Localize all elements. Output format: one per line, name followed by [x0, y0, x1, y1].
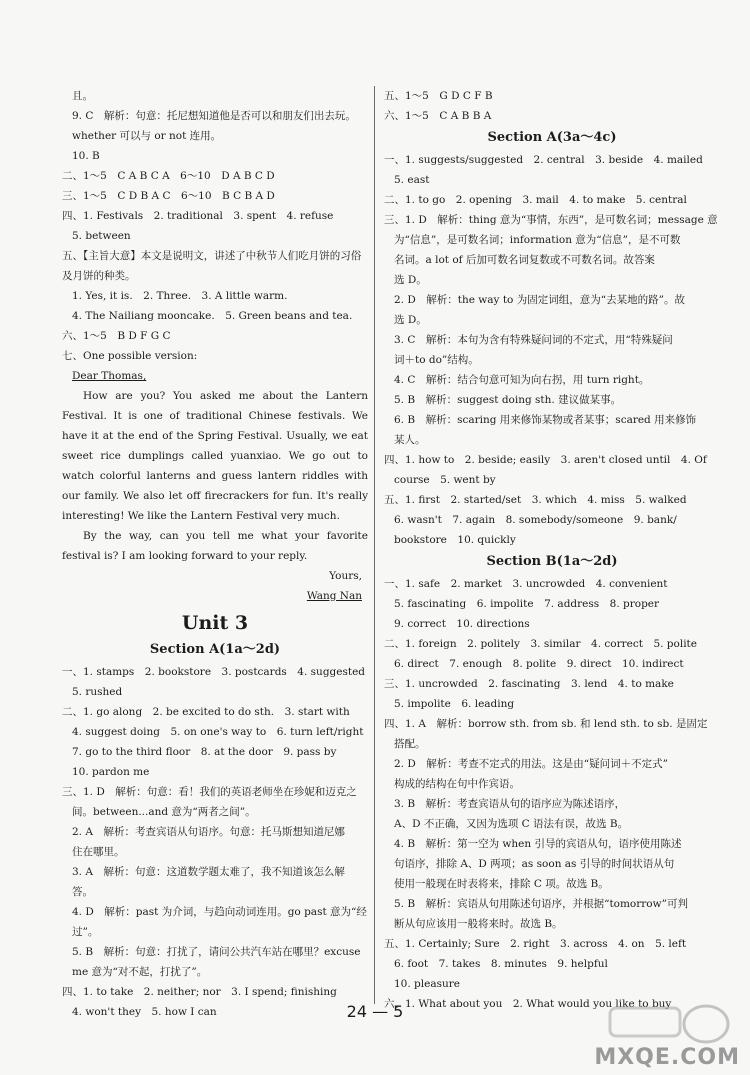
text-line: 5. east	[394, 174, 430, 186]
text-line: 四、1. how to 2. beside; easily 3. aren't closed until 4. Of	[384, 454, 707, 466]
text-line: 答。	[72, 886, 93, 898]
text-line: 间。between...and 意为“两者之间”。	[72, 806, 256, 818]
text-line: 6. foot 7. takes 8. minutes 9. helpful	[394, 958, 608, 970]
text-line: 2. D 解析：考查不定式的用法。这是由“疑问词＋不定式”	[394, 758, 669, 770]
section-title: Section B(1a～2d)	[486, 554, 618, 569]
text-line: 10. pleasure	[394, 978, 460, 990]
text-line: 四、1. Festivals 2. traditional 3. spent 4. refuse	[62, 210, 334, 222]
text-line: 三、1. D 解析：句意：看！我们的英语老师坐在珍妮和迈克之	[62, 786, 357, 798]
text-line: 4. suggest doing 5. on one's way to 6. turn left/right	[72, 726, 364, 738]
section-title: Section A(3a～4c)	[487, 130, 617, 145]
text-line: 五、1. first 2. started/set 3. which 4. miss 5. walked	[384, 494, 687, 506]
watermark-text: MXQE.COM	[594, 1045, 740, 1070]
text-line: 4. C 解析：结合句意可知为向右拐，用 turn right。	[394, 374, 650, 386]
text-line: 2. A 解析：考查宾语从句语序。句意：托马斯想知道尼娜	[72, 826, 345, 838]
left-column	[62, 86, 368, 1022]
text-line: 4. D 解析：past 为介词，与趋向动词连用。go past 意为“经	[72, 906, 367, 918]
text-line: 过”。	[72, 926, 99, 938]
text-line: 5. between	[72, 230, 131, 242]
text-line: 二、1. to go 2. opening 3. mail 4. to make 5. central	[384, 194, 687, 206]
text-line: 七、One possible version:	[62, 350, 198, 362]
text-line: 五、1～5 G D C F B	[384, 90, 493, 102]
text-line: 4. The Nailiang mooncake. 5. Green beans and tea.	[72, 310, 353, 322]
right-column	[384, 86, 720, 1014]
text-line: 5. B 解析：suggest doing sth. 建议做某事。	[394, 394, 622, 406]
text-line: 使用一般现在时表将来，排除 C 项。故选 B。	[394, 878, 609, 890]
text-line: 7. go to the third floor 8. at the door 9. pass by	[72, 746, 337, 758]
text-line: 5. B 解析：句意：打扰了，请问公共汽车站在哪里？excuse	[72, 946, 361, 958]
text-line: 五、1. Certainly; Sure 2. right 3. across 4. on 5. left	[384, 938, 687, 950]
text-line: me 意为“对不起，打扰了”。	[72, 966, 208, 978]
page-number: 24 — 5	[346, 1002, 404, 1021]
text-line: 六、1～5 C A B B A	[384, 110, 492, 122]
text-line: 三、1～5 C D B A C 6～10 B C B A D	[62, 190, 275, 202]
text-line: 4. B 解析：第一空为 when 引导的宾语从句，语序使用陈述	[394, 838, 682, 850]
text-line: 词＋to do”结构。	[394, 354, 479, 366]
text-line: 10. B	[72, 150, 100, 162]
letter-closing: Yours,	[329, 570, 362, 582]
text-line: 6. B 解析：scaring 用来修饰某物或者某事；scared 用来修饰	[394, 414, 697, 426]
text-line: 4. won't they 5. how I can	[72, 1006, 217, 1018]
text-line: 一、1. suggests/suggested 2. central 3. beside 4. mailed	[384, 154, 703, 166]
text-line: whether 可以与 or not 连用。	[72, 130, 222, 142]
text-line: 一、1. stamps 2. bookstore 3. postcards 4. suggested	[62, 666, 366, 678]
text-line: 3. C 解析：本句为含有特殊疑问词的不定式，用“特殊疑问	[394, 334, 673, 346]
letter-signature: Wang Nan	[306, 590, 362, 602]
text-line: A、D 不正确，又因为选项 C 语法有误，故选 B。	[394, 818, 629, 830]
letter-paragraph: By the way, can you tell me what your favorite festival is? I am looking forward to your reply.	[62, 530, 368, 562]
text-line: 五、【主旨大意】本文是说明文，讲述了中秋节人们吃月饼的习俗	[62, 250, 362, 262]
text-line: 名词。a lot of 后加可数名词复数或不可数名词。故答案	[394, 254, 655, 266]
text-line: 构成的结构在句中作宾语。	[394, 778, 520, 790]
text-line: 5. impolite 6. leading	[394, 698, 515, 710]
text-line: 为“信息”，是可数名词；information 意为“信息”，是不可数	[394, 234, 681, 246]
text-line: 某人。	[394, 434, 426, 446]
text-line: 5. rushed	[72, 686, 123, 698]
text-line: 三、1. D 解析：thing 意为“事情，东西”，是可数名词；message 意	[384, 214, 718, 226]
text-line: 二、1. foreign 2. politely 3. similar 4. correct 5. polite	[384, 638, 697, 650]
text-line: 及月饼的种类。	[62, 270, 136, 282]
text-line: 1. Yes, it is. 2. Three. 3. A little warm.	[72, 290, 288, 302]
text-line: 5. B 解析：宾语从句用陈述句语序，并根据“tomorrow”可判	[394, 898, 688, 910]
text-line: 断从句应该用一般将来时。故选 B。	[394, 918, 563, 930]
text-line: 选 D。	[394, 274, 427, 286]
text-line: course 5. went by	[394, 474, 496, 486]
text-line: 10. pardon me	[72, 766, 150, 778]
text-line: 3. A 解析：句意：这道数学题太难了，我不知道该怎么解	[72, 866, 345, 878]
text-line: 9. correct 10. directions	[394, 618, 530, 630]
text-line: 5. fascinating 6. impolite 7. address 8. proper	[394, 598, 660, 610]
text-line: 一、1. safe 2. market 3. uncrowded 4. convenient	[384, 578, 668, 590]
text-line: 四、1. A 解析：borrow sth. from sb. 和 lend sth. to sb. 是固定	[384, 718, 708, 730]
text-line: 6. wasn't 7. again 8. somebody/someone 9. bank/	[394, 514, 677, 526]
text-line: 选 D。	[394, 314, 427, 326]
text-line: 二、1. go along 2. be excited to do sth. 3. start with	[62, 706, 350, 718]
letter-paragraph: How are you? You asked me about the Lantern Festival. It is one of traditional Chinese festivals. We have it at the end of the Spring Festival. Usually, we eat sweet rice dumplings called yuanxiao. We go out to watch colorful lanterns and guess lantern riddles with our family. We also let off firecrackers for fun. It's really interesting! We like the Lantern Festival very much.	[62, 390, 368, 522]
section-title: Section A(1a～2d)	[149, 642, 281, 657]
text-line: 3. B 解析：考查宾语从句的语序应为陈述语序，	[394, 798, 626, 810]
text-line: 住在哪里。	[72, 846, 125, 858]
text-line: 9. C 解析：句意：托尼想知道他是否可以和朋友们出去玩。	[72, 110, 356, 122]
text-line: 句语序，排除 A、D 两项；as soon as 引导的时间状语从句	[394, 858, 675, 870]
text-line: 三、1. uncrowded 2. fascinating 3. lend 4. to make	[384, 678, 674, 690]
text-line: 搭配。	[394, 738, 426, 750]
column-divider	[374, 86, 375, 1004]
text-line: 6. direct 7. enough 8. polite 9. direct 10. indirect	[394, 658, 684, 670]
text-line: bookstore 10. quickly	[394, 534, 516, 546]
text-line: 二、1～5 C A B C A 6～10 D A B C D	[62, 170, 275, 182]
letter-greeting: Dear Thomas,	[72, 370, 147, 382]
text-line: 六、1. What about you 2. What would you like to buy	[384, 998, 672, 1010]
unit-title: Unit 3	[181, 612, 249, 634]
text-line: 2. D 解析：the way to 为固定词组，意为“去某地的路”。故	[394, 294, 685, 306]
text-line: 六、1～5 B D F G C	[62, 330, 171, 342]
text-line: 四、1. to take 2. neither; nor 3. I spend; finishing	[62, 986, 337, 998]
text-line: 且。	[72, 90, 93, 102]
